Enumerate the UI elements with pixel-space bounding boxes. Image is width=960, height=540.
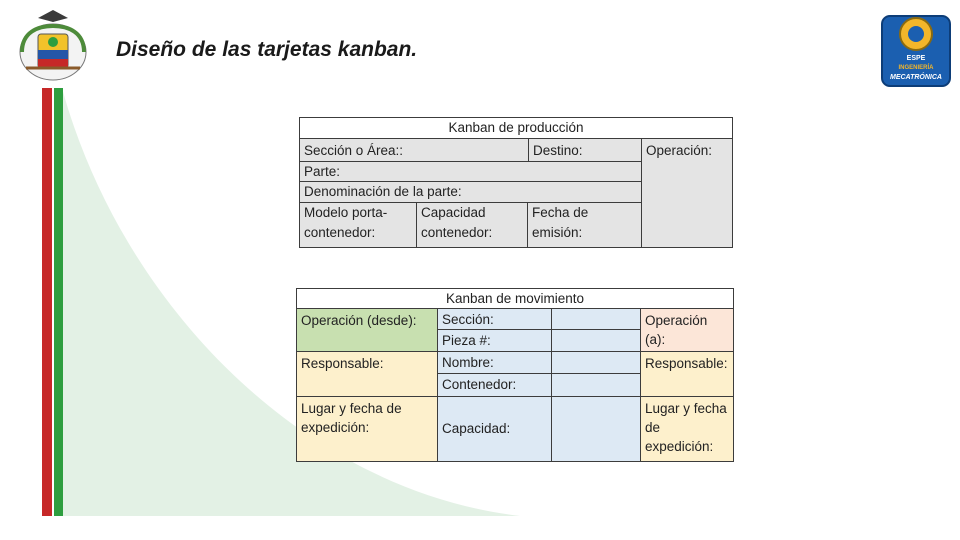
from-operation-label: Operación (desde): xyxy=(301,313,417,328)
movement-kanban-card xyxy=(296,288,734,462)
responsible-left-label: Responsable: xyxy=(301,356,384,371)
part-label: Parte: xyxy=(304,164,341,179)
capacity-move-field xyxy=(437,396,552,462)
container-model-label: Modelo porta-contenedor: xyxy=(304,205,388,240)
white-gap-stripe xyxy=(52,88,54,516)
piece-field xyxy=(437,329,552,352)
piece-label: Pieza #: xyxy=(442,333,491,348)
capacity-value-cell xyxy=(551,396,642,462)
container-label: Contenedor: xyxy=(442,377,517,392)
responsible-right-field xyxy=(640,351,734,397)
from-operation-field xyxy=(296,308,438,352)
logo-text-ingenieria: INGENIERÍA xyxy=(898,65,934,71)
operation-field xyxy=(641,138,733,248)
section-field xyxy=(299,138,529,162)
place-date-left-label: Lugar y fecha de expedición: xyxy=(301,401,402,435)
logo-text-espe: ESPE xyxy=(906,55,926,62)
issue-date-label: Fecha de emisión: xyxy=(532,205,589,240)
to-operation-field xyxy=(640,308,734,352)
operation-label: Operación: xyxy=(646,143,713,158)
piece-value-cell xyxy=(551,329,642,352)
production-card-title: Kanban de producción xyxy=(448,120,584,135)
part-field xyxy=(299,161,642,182)
red-stripe xyxy=(42,88,52,516)
responsible-left-field xyxy=(296,351,438,397)
name-value-cell xyxy=(551,351,642,374)
university-crest-icon xyxy=(8,8,98,84)
capacity-label: Capacidad contenedor: xyxy=(421,205,493,240)
movement-card-header xyxy=(296,288,734,309)
section-value-cell xyxy=(551,308,642,330)
production-kanban-card xyxy=(299,117,733,248)
issue-date-field xyxy=(527,202,642,248)
green-stripe xyxy=(54,88,63,516)
place-date-right-label: Lugar y fecha de expedición: xyxy=(645,401,727,454)
capacity-move-label: Capacidad: xyxy=(442,421,511,436)
destination-label: Destino: xyxy=(533,143,583,158)
container-model-field xyxy=(299,202,417,248)
section-label: Sección o Área:: xyxy=(304,143,404,158)
logo-text-mecatronica: MECATRÓNICA xyxy=(890,74,942,81)
capacity-field xyxy=(416,202,528,248)
name-field xyxy=(437,351,552,374)
section-move-label: Sección: xyxy=(442,312,494,327)
movement-card-title: Kanban de movimiento xyxy=(445,291,585,306)
container-field xyxy=(437,373,552,397)
place-date-left-field xyxy=(296,396,438,462)
place-date-right-field xyxy=(640,396,734,462)
section-move-field xyxy=(437,308,552,330)
responsible-right-label: Responsable: xyxy=(645,356,728,371)
production-card-header xyxy=(299,117,733,139)
part-name-label: Denominación de la parte: xyxy=(304,184,462,199)
slide-title: Diseño de las tarjetas kanban. xyxy=(116,38,418,61)
destination-field xyxy=(528,138,642,162)
container-value-cell xyxy=(551,373,642,397)
part-name-field xyxy=(299,181,642,203)
name-label: Nombre: xyxy=(442,355,494,370)
espe-mechatronics-logo xyxy=(880,8,952,88)
to-operation-label: Operación (a): xyxy=(645,313,708,347)
